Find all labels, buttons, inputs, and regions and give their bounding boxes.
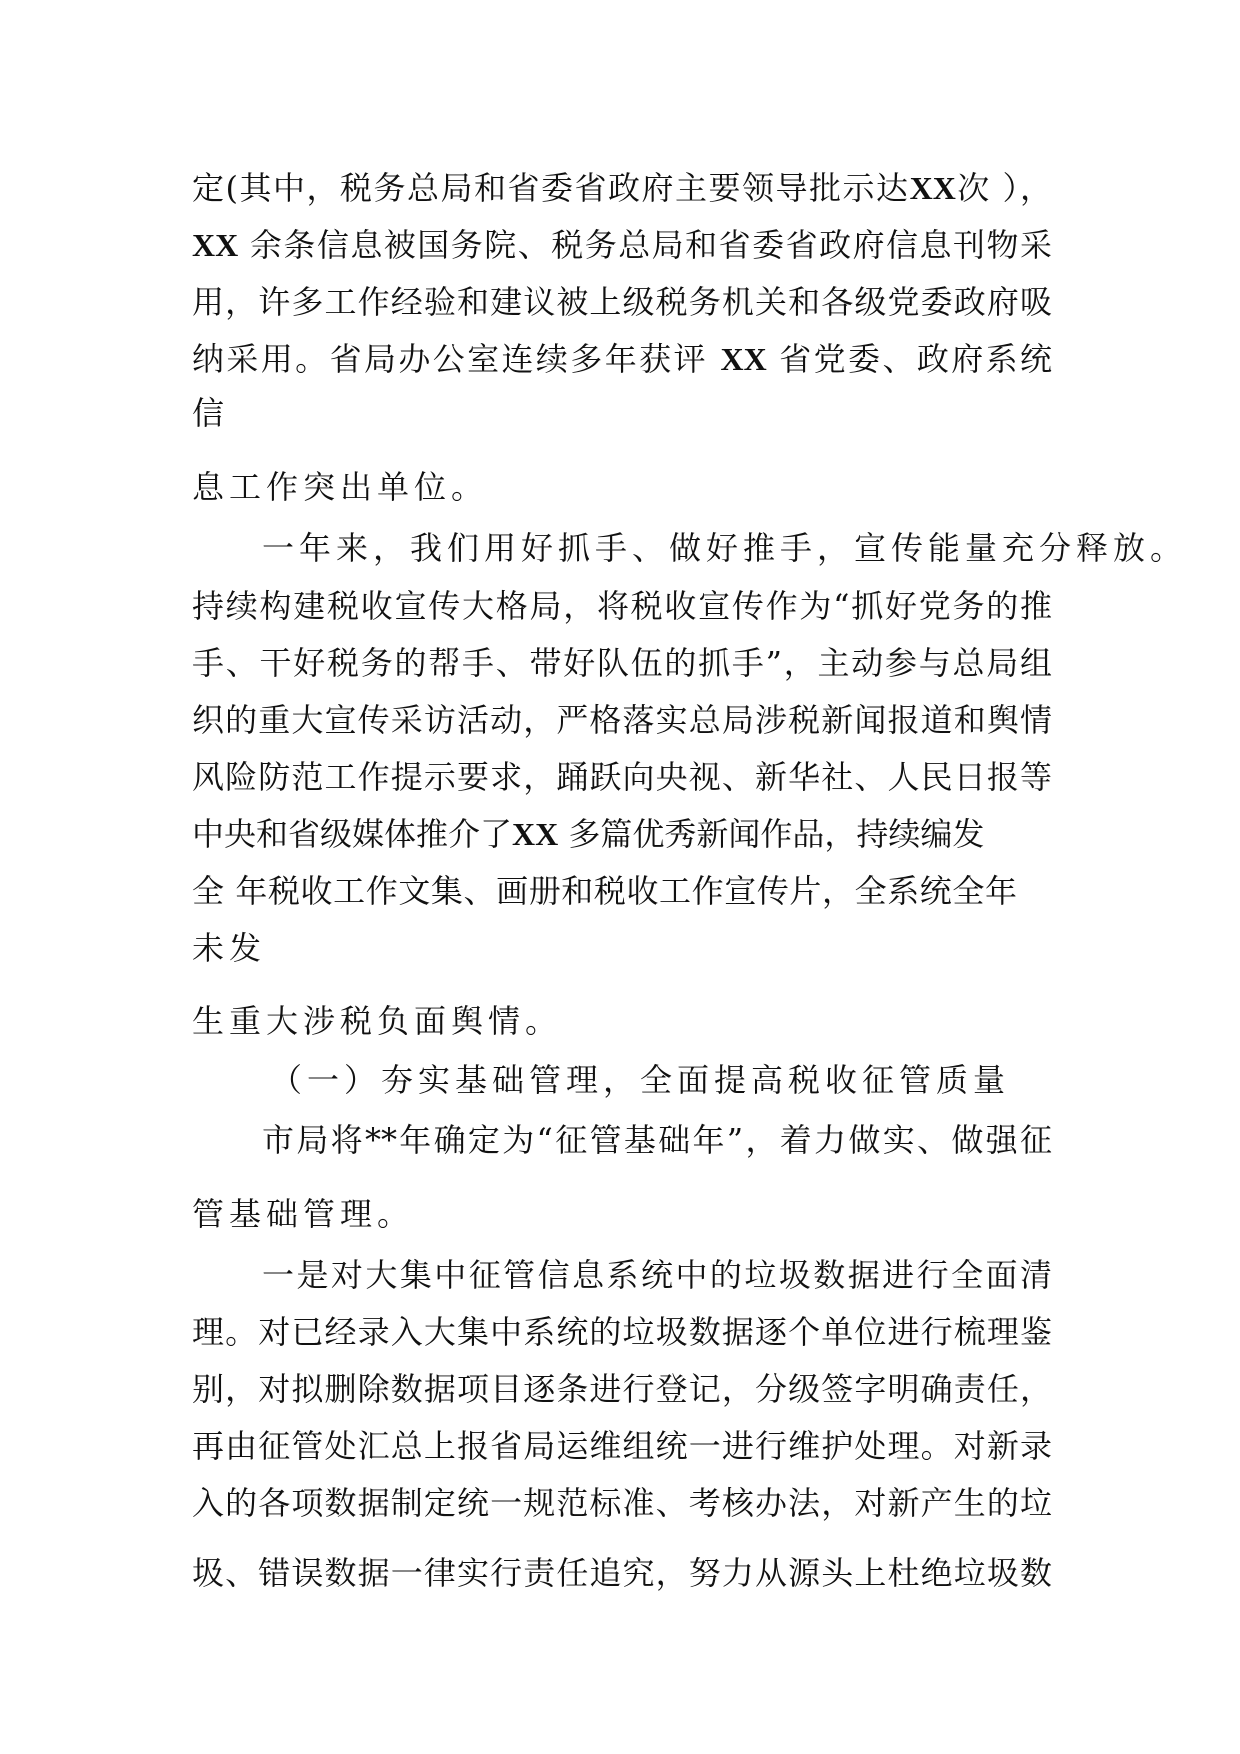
p2-line-5: 风险防范工作提示要求，踊跃向央视、新华社、人民日报等 <box>192 758 1052 796</box>
p2-line-6: 中央和省级媒体推介了XX 多篇优秀新闻作品，持续编发 <box>192 815 985 853</box>
p1-line-5: 信 <box>192 394 230 432</box>
p2-line-3: 手、干好税务的帮手、带好队伍的抓手”，主动参与总局组 <box>192 644 1052 682</box>
p1-line-3: 用，许多工作经验和建议被上级税务机关和各级党委政府吸 <box>192 283 1052 321</box>
p4-line-2: 理。对已经录入大集中系统的垃圾数据逐个单位进行梳理鉴 <box>192 1313 1052 1351</box>
p2-line-9: 生重大涉税负面舆情。 <box>192 1002 563 1040</box>
p4-line-4: 再由征管处汇总上报省局运维组统一进行维护处理。对新录 <box>192 1427 1052 1465</box>
p2-line-4: 织的重大宣传采访活动，严格落实总局涉税新闻报道和舆情 <box>192 701 1052 739</box>
p2-line-7: 全 年税收工作文集、画册和税收工作宣传片，全系统全年 <box>192 872 1017 910</box>
p2-line-1: 一年来，我们用好抓手、做好推手，宣传能量充分释放。 <box>262 529 1188 567</box>
p4-line-6: 圾、错误数据一律实行责任追究，努力从源头上杜绝垃圾数 <box>192 1554 1052 1592</box>
p1-line-2: XX 余条信息被国务院、税务总局和省委省政府信息刊物采 <box>192 226 1052 264</box>
p2-line-8: 未发 <box>192 929 267 967</box>
p1-line-1: 定(其中，税务总局和省委省政府主要领导批示达XX次 ）， <box>192 169 1052 207</box>
p2-line-2: 持续构建税收宣传大格局，将税收宣传作为“抓好党务的推 <box>192 587 1052 625</box>
p3-line-1: 市局将**年确定为“征管基础年”，着力做实、做强征 <box>262 1121 1052 1159</box>
section-heading: （一）夯实基础管理，全面提高税收征管质量 <box>270 1061 1005 1099</box>
p4-line-1: 一是对大集中征管信息系统中的垃圾数据进行全面清 <box>262 1256 1052 1294</box>
p4-line-5: 入的各项数据制定统一规范标准、考核办法，对新产生的垃 <box>192 1484 1052 1522</box>
p4-line-3: 别，对拟删除数据项目逐条进行登记，分级签字明确责任， <box>192 1370 1052 1408</box>
p1-line-4: 纳采用。省局办公室连续多年获评 XX 省党委、政府系统 <box>192 340 1053 378</box>
p3-line-2: 管基础管理。 <box>192 1195 415 1233</box>
p1-line-6: 息工作突出单位。 <box>192 468 489 506</box>
